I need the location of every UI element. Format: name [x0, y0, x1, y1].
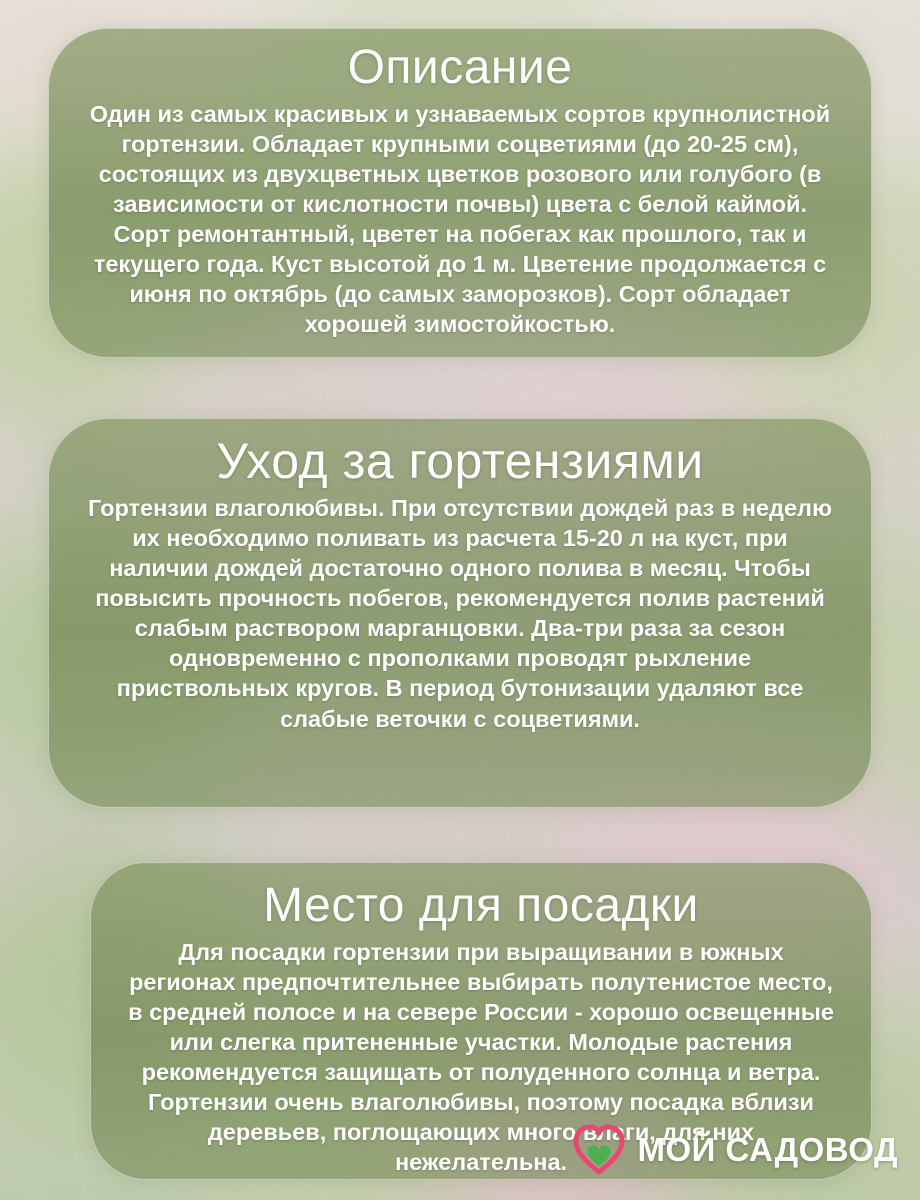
- card-care-body: Гортензии влаголюбивы. При отсутствии дождей раз в неделю их необходимо поливать из расчета 15-20 л на куст, при наличии дождей достаточно одного полива в месяц. Чтобы повысить прочность побегов, рекомендуется полив растений слабым раствором марганцовки. Два-три раза за сезон одновременно с прополками проводят рыхление приствольных кругов. В период бутонизации удаляют все слабые веточки с соцветиями.: [87, 495, 833, 732]
- card-place-title: Место для посадки: [263, 879, 699, 932]
- card-description: [48, 28, 872, 358]
- card-description-title: Описание: [347, 41, 573, 94]
- card-place-body: Для посадки гортензии при выращивании в южных регионах предпочтительнее выбирать полутенистое место, в средней полосе и на севере России - хорошо освещенные или слегка притененные участки. Молодые растения рекомендуется защищать от полуденного солнца и ветра. Гортензии очень влаголюбивы, поэтому посадка вблизи деревьев, поглощающих много влаги, для них нежелательна.: [128, 938, 834, 1176]
- card-care-title: Уход за гортензиями: [216, 433, 704, 489]
- watermark-text: МОЙ САДОВОД: [637, 1131, 898, 1168]
- watermark-logo: [571, 1122, 898, 1178]
- card-care: [48, 418, 872, 808]
- card-description-body: Один из самых красивых и узнаваемых сортов крупнолистной гортензии. Обладает крупными соцветиями (до 20-25 см), состоящих из двухцветных цветков розового или голубого (в зависимости от кислотности почвы) цвета с белой каймой. Сорт ремонтантный, цветет на побегах как прошлого, так и текущего года. Куст высотой до 1 м. Цветение продолжается с июня по октябрь (до самых заморозков). Сорт обладает хорошей зимостойкостью.: [89, 100, 831, 338]
- heart-leaf-icon: [571, 1122, 627, 1178]
